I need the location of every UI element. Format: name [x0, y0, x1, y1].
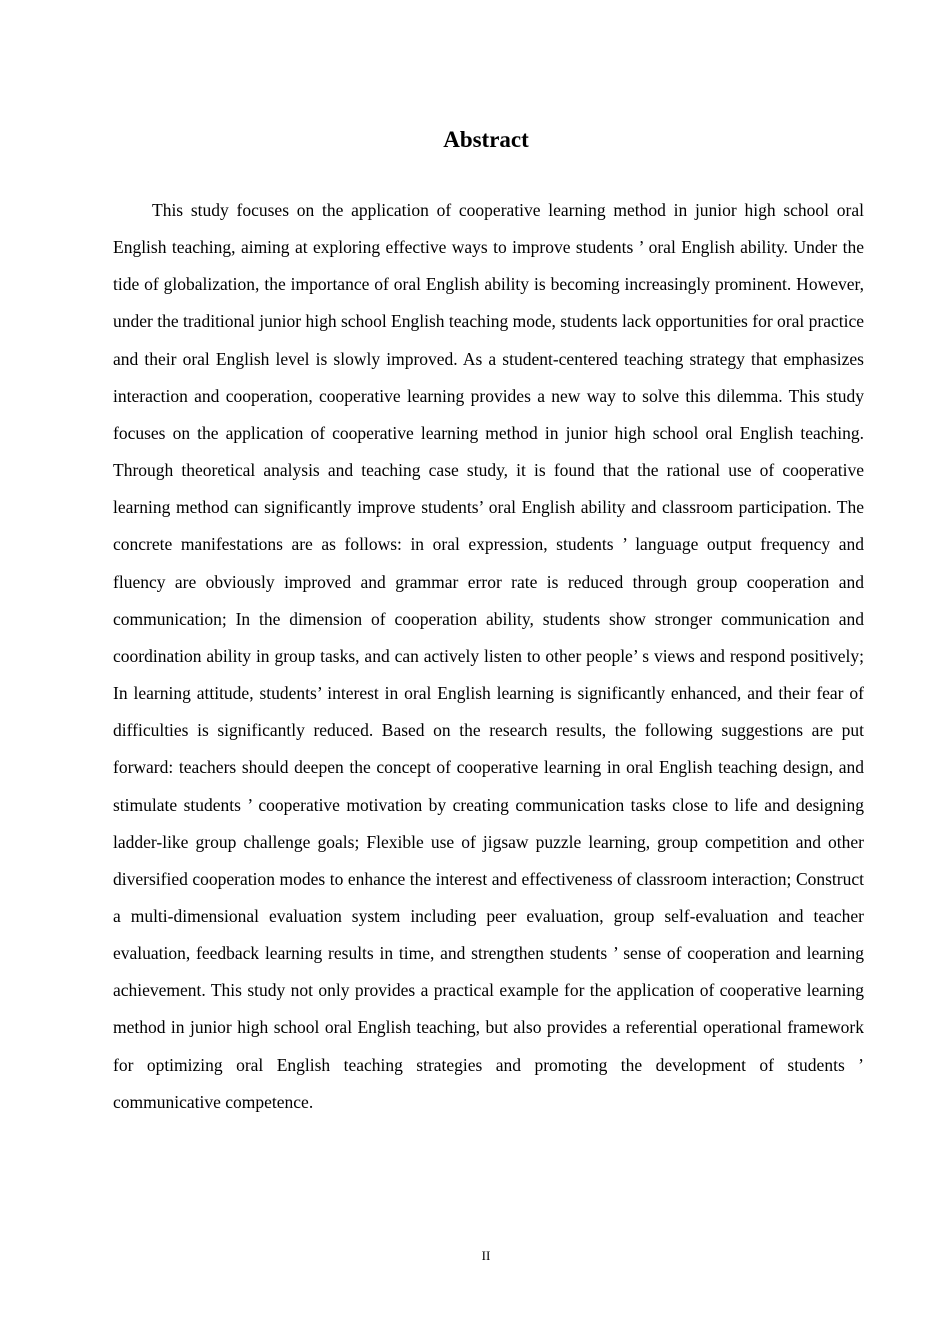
- abstract-body: This study focuses on the application of cooperative learning method in junior high school oral English teaching, aiming at exploring effective ways to improve students ’ oral English ability. Under the tide of globalization, the importance of oral English ability is becoming increasingly prominent. However, under the traditional junior high school English teaching mode, students lack opportunities for oral practice and their oral English level is slowly improved. As a student-centered teaching strategy that emphasizes interaction and cooperation, cooperative learning provides a new way to solve this dilemma. This study focuses on the application of cooperative learning method in junior high school oral English teaching. Through theoretical analysis and teaching case study, it is found that the rational use of cooperative learning method can significantly improve students’ oral English ability and classroom participation. The concrete manifestations are as follows: in oral expression, students ’ language output frequency and fluency are obviously improved and grammar error rate is reduced through group cooperation and communication; In the dimension of cooperation ability, students show stronger communication and coordination ability in group tasks, and can actively listen to other people’ s views and respond positively; In learning attitude, students’ interest in oral English learning is significantly enhanced, and their fear of difficulties is significantly reduced. Based on the research results, the following suggestions are put forward: teachers should deepen the concept of cooperative learning in oral English teaching design, and stimulate students ’ cooperative motivation by creating communication tasks close to life and designing ladder-like group challenge goals; Flexible use of jigsaw puzzle learning, group competition and other diversified cooperation modes to enhance the interest and effectiveness of classroom interaction; Construct a multi-dimensional evaluation system including peer evaluation, group self-evaluation and teacher evaluation, feedback learning results in time, and strengthen students ’ sense of cooperation and learning achievement. This study not only provides a practical example for the application of cooperative learning method in junior high school oral English teaching, but also provides a referential operational framework for optimizing oral English teaching strategies and promoting the development of students ’ communicative competence.: [113, 200, 864, 1112]
- page-number: II: [481, 1248, 491, 1263]
- abstract-title: Abstract: [443, 127, 529, 152]
